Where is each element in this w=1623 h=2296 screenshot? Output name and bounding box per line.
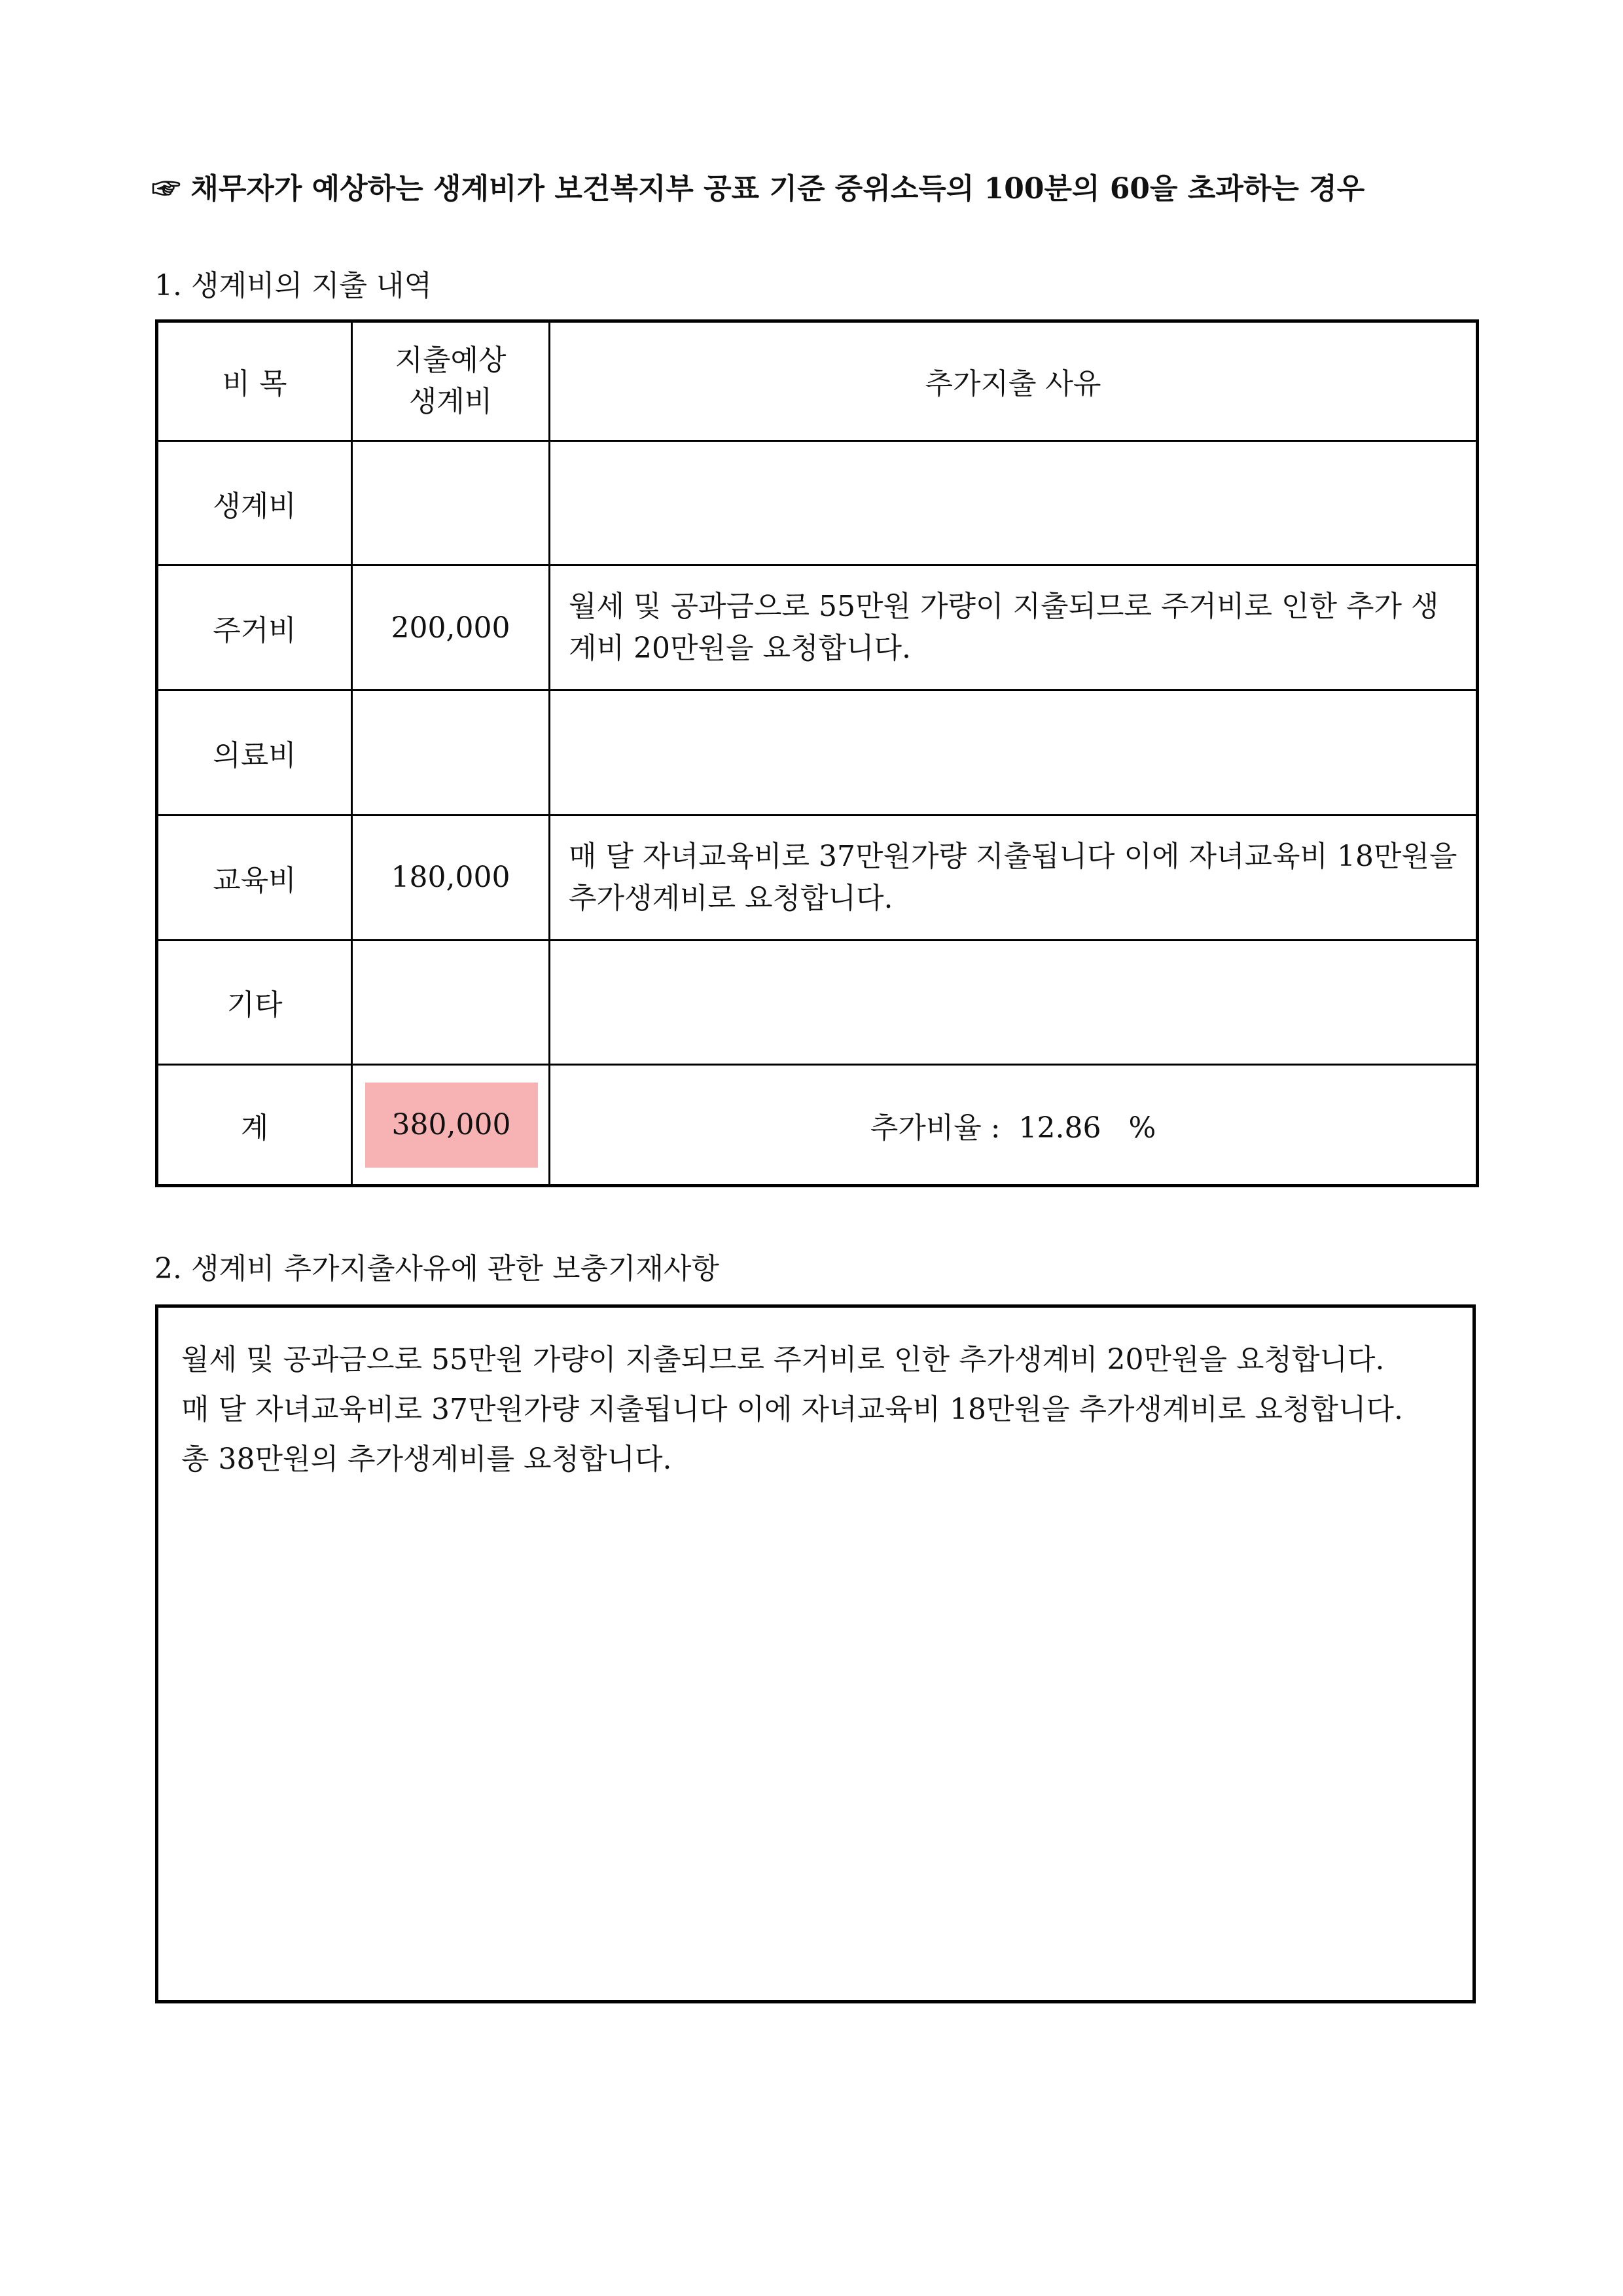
- row-amount: 180,000: [352, 815, 550, 940]
- header-amount: [352, 321, 550, 441]
- row-reason: [550, 940, 1478, 1065]
- table-row: [157, 940, 1478, 1065]
- row-item: 의료비: [157, 691, 352, 816]
- supplementary-notes-box: [155, 1304, 1476, 2003]
- row-amount: [352, 940, 550, 1065]
- total-row: [157, 1065, 1478, 1186]
- row-reason: 매 달 자녀교육비로 37만원가량 지출됩니다 이에 자녀교육비 18만원을 추가생계비로 요청합니다.: [550, 815, 1478, 940]
- total-amount: 380,000: [365, 1083, 538, 1168]
- total-amount-cell: [352, 1065, 550, 1186]
- note-line: 총 38만원의 추가생계비를 요청합니다.: [181, 1443, 672, 1476]
- total-label: 계: [157, 1065, 352, 1186]
- header-reason: 추가지출 사유: [550, 321, 1478, 441]
- table-row: [157, 440, 1478, 565]
- header-amount-line2: 생계비: [408, 385, 493, 419]
- row-reason: [550, 440, 1478, 565]
- document-heading: ☞ 채무자가 예상하는 생계비가 보건복지부 공표 기준 중위소득의 100분의 60을 초과하는 경우: [152, 172, 1365, 206]
- table-row: [157, 565, 1478, 691]
- header-item: 비 목: [157, 321, 352, 441]
- row-amount: [352, 691, 550, 816]
- row-reason: [550, 691, 1478, 816]
- table-row: [157, 691, 1478, 816]
- table-header-row: [157, 321, 1478, 441]
- row-item: 교육비: [157, 815, 352, 940]
- table-row: [157, 815, 1478, 940]
- row-item: 생계비: [157, 440, 352, 565]
- expense-table: [155, 319, 1479, 1187]
- ratio-label: 추가비율 :: [870, 1111, 1001, 1145]
- header-amount-line1: 지출예상: [395, 343, 507, 377]
- note-line: 매 달 자녀교육비로 37만원가량 지출됩니다 이에 자녀교육비 18만원을 추가생계비로 요청합니다.: [181, 1393, 1403, 1426]
- section-1-title: 1. 생계비의 지출 내역: [154, 269, 432, 302]
- ratio-cell: [550, 1065, 1478, 1186]
- row-item: 기타: [157, 940, 352, 1065]
- row-reason: 월세 및 공과금으로 55만원 가량이 지출되므로 주거비로 인한 추가 생계비 20만원을 요청합니다.: [550, 565, 1478, 691]
- ratio-value: 12.86: [1018, 1111, 1101, 1145]
- row-item: 주거비: [157, 565, 352, 691]
- section-2-title: 2. 생계비 추가지출사유에 관한 보충기재사항: [154, 1252, 719, 1285]
- note-line: 월세 및 공과금으로 55만원 가량이 지출되므로 주거비로 인한 추가생계비 20만원을 요청합니다.: [181, 1343, 1385, 1376]
- row-amount: [352, 440, 550, 565]
- ratio-unit: %: [1128, 1111, 1156, 1145]
- row-amount: 200,000: [352, 565, 550, 691]
